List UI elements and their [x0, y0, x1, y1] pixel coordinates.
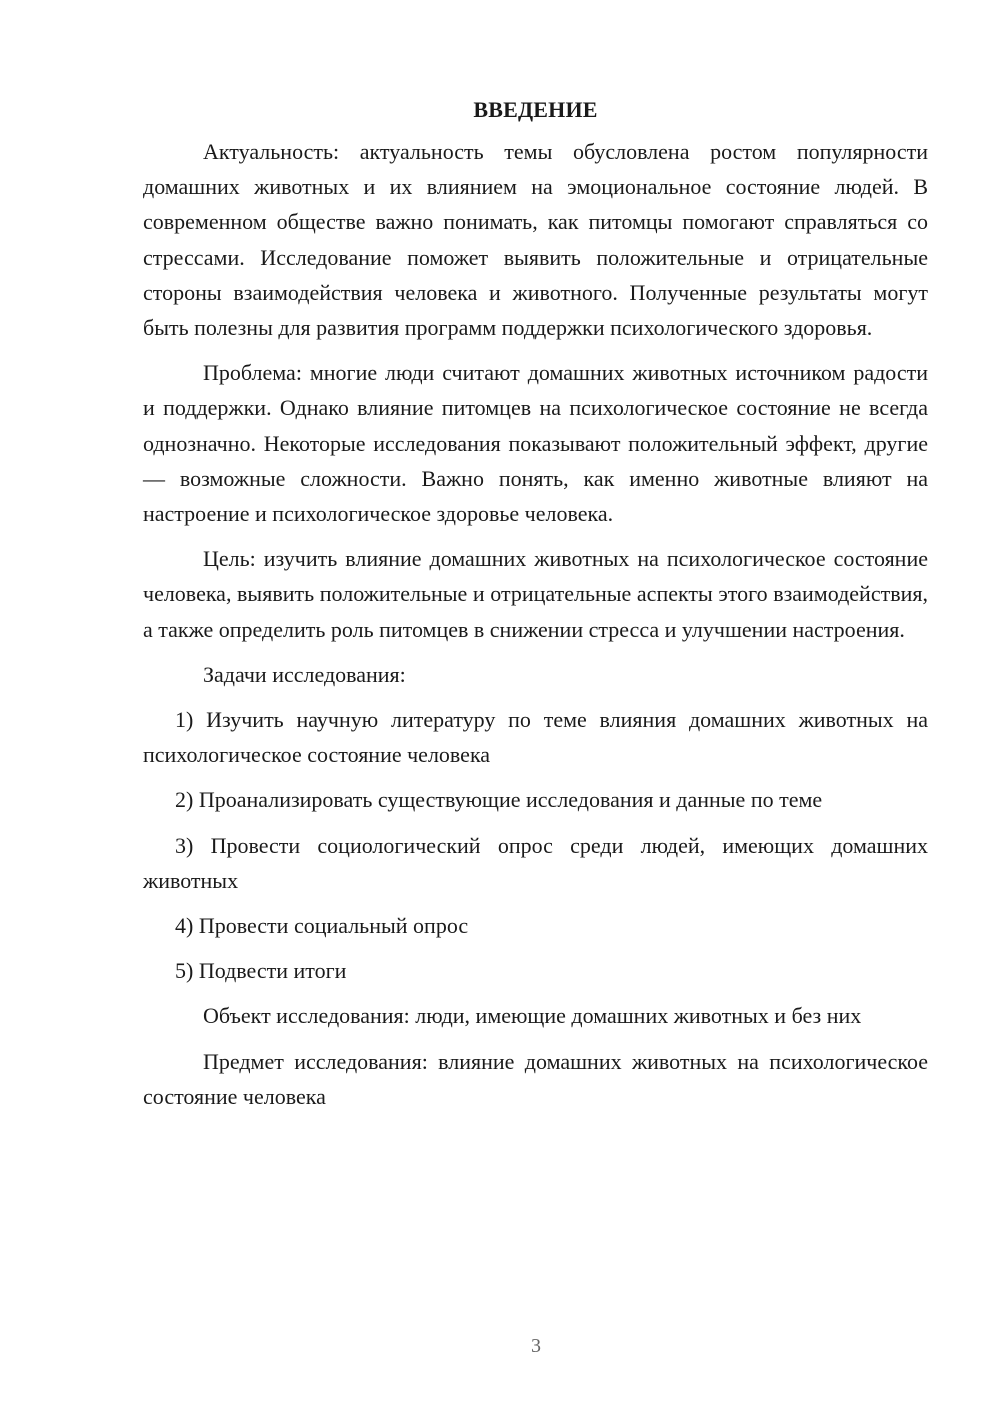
paragraph-object: Объект исследования: люди, имеющие домашних животных и без них	[203, 1003, 862, 1029]
page-content	[143, 94, 928, 1124]
page-number: 3	[531, 1335, 541, 1357]
paragraph-relevance: Актуальность: актуальность темы обусловлена ростом популярности домашних животных и их влиянием на эмоциональное состояние людей. В современном обществе важно понимать, как питомцы помогают справляться со стрессами. Исследование поможет выявить положительные и отрицательные стороны взаимодействия человека и животного. Полученные результаты могут быть полезны для развития программ поддержки психологического здоровья.	[143, 139, 928, 341]
task-item-3: 3) Провести социологический опрос среди людей, имеющих домашних животных	[143, 832, 928, 893]
task-item-2: 2) Проанализировать существующие исследования и данные по теме	[175, 787, 823, 813]
task-item-5: 5) Подвести итоги	[175, 958, 347, 984]
task-item-1: 1) Изучить научную литературу по теме влияния домашних животных на психологическое состояние человека	[143, 707, 928, 768]
paragraph-goal: Цель: изучить влияние домашних животных на психологическое состояние человека, выявить положительные и отрицательные аспекты этого взаимодействия, а также определить роль питомцев в снижении стресса и улучшении настроения.	[143, 546, 928, 642]
paragraph-subject: Предмет исследования: влияние домашних животных на психологическое состояние человека	[143, 1048, 928, 1109]
paragraph-problem: Проблема: многие люди считают домашних животных источником радости и поддержки. Однако влияние питомцев на психологическое состояние не всегда однозначно. Некоторые исследования показывают положительный эффект, другие — возможные сложности. Важно понять, как именно животные влияют на настроение и психологическое здоровье человека.	[143, 360, 928, 527]
section-title: ВВЕДЕНИЕ	[473, 97, 598, 122]
paragraph-tasks-heading: Задачи исследования:	[203, 661, 406, 687]
task-item-4: 4) Провести социальный опрос	[175, 913, 469, 939]
